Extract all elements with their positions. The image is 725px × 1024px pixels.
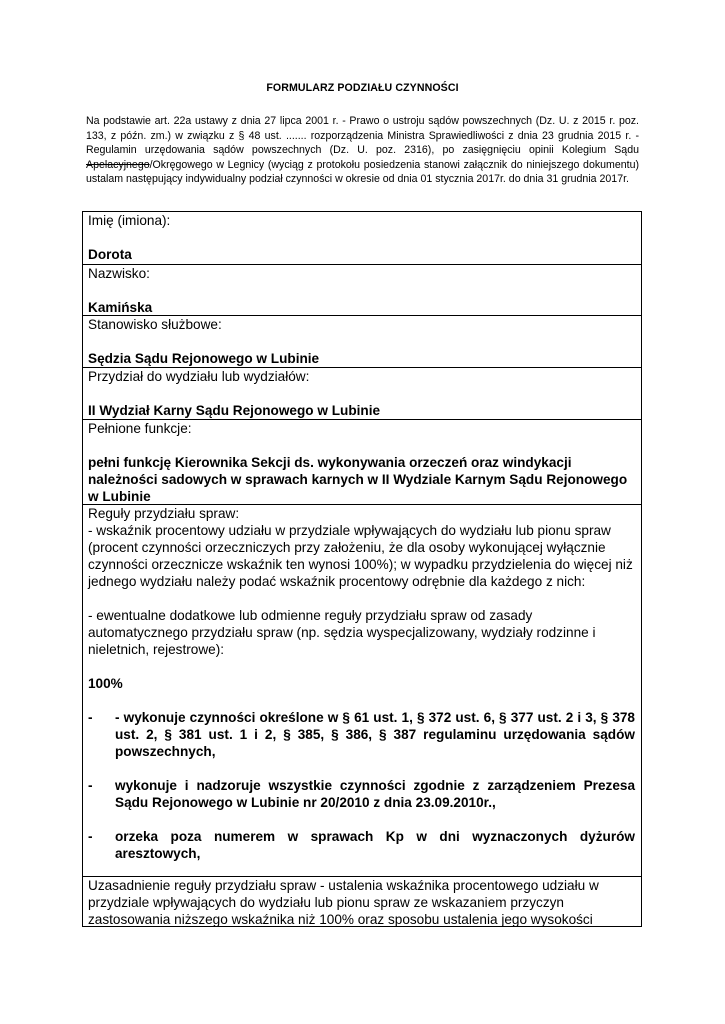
duty-text: - wykonuje czynności określone w § 61 ust. 1, § 372 ust. 6, § 377 ust. 2 i 3, § 378 ust. 2, § 381 ust. 1 i 2, § 385, § 386, § 387 regulaminu urzędowania sądów powszechnych, — [115, 710, 635, 759]
rules-additional-description: - ewentualne dodatkowe lub odmienne reguły przydziału spraw od zasady automatycznego przydziału spraw (np. sędzia wyspecjalizowany, wydziały rodzinne i nieletnich, rejestrowe): — [88, 608, 596, 657]
duty-item — [88, 828, 635, 862]
row-department — [83, 367, 641, 420]
position-value: Sędzia Sądu Rejonowego w Lubinie — [88, 351, 320, 366]
row-first-name — [83, 212, 641, 264]
first-name-value: Dorota — [88, 247, 132, 262]
functions-value: pełni funkcję Kierownika Sekcji ds. wykonywania orzeczeń oraz windykacji należności sadowych w sprawach karnych w II Wydziale Karnym Sądu Rejonowego w Lubinie — [88, 455, 628, 504]
duty-dash: - — [88, 710, 93, 725]
first-name-label: Imię (imiona): — [88, 213, 171, 228]
duty-item — [88, 709, 635, 760]
department-label: Przydział do wydziału lub wydziałów: — [88, 369, 310, 384]
intro-text-part2: /Okręgowego w Legnicy (wyciąg z protokołu posiedzenia stanowi załącznik do niniejszego dokumentu) ustalam następujący indywidualny podział czynności w okresie od dnia 01 stycznia 2017r. do dnia 31 grudnia 2017r. — [86, 158, 639, 186]
intro-strikethrough-text: Apelacyjnego — [86, 158, 150, 171]
row-functions — [83, 419, 641, 505]
functions-label: Pełnione funkcje: — [88, 421, 192, 436]
duty-dash: - — [88, 778, 93, 793]
row-last-name — [83, 264, 641, 316]
duty-item — [88, 777, 635, 811]
document-title: FORMULARZ PODZIAŁU CZYNNOŚCI — [266, 82, 459, 94]
duty-dash: - — [88, 829, 93, 844]
last-name-label: Nazwisko: — [88, 266, 150, 281]
intro-paragraph — [86, 114, 639, 187]
duty-text: wykonuje i nadzoruje wszystkie czynności zgodnie z zarządzeniem Prezesa Sądu Rejonowego w Lubinie nr 20/2010 z dnia 23.09.2010r., — [115, 778, 635, 810]
row-position — [83, 315, 641, 368]
intro-text-part1: Na podstawie art. 22a ustawy z dnia 27 lipca 2001 r. - Prawo o ustroju sądów powszechnych (Dz. U. z 2015 r. poz. 133, z późn. zm.) w związku z § 48 ust. ....... rozporządzenia Ministra Sprawiedliwości z dnia 23 grudnia 2015 r. - Regulamin urzędowania sądów powszechnych (Dz. U. poz. 2316), po zasięgnięciu opinii Kolegium Sądu — [86, 115, 639, 157]
duty-text: orzeka poza numerem w sprawach Kp w dni wyznaczonych dyżurów aresztowych, — [115, 829, 635, 861]
rules-percent-value: 100% — [88, 676, 123, 691]
assignment-form-table — [82, 211, 642, 927]
rules-percentage-description: - wskaźnik procentowy udziału w przydziale wpływających do wydziału lub pionu spraw (procent czynności orzeczniczych przy założeniu, że dla osoby wykonującej wyłącznie czynności orzecznicze wskaźnik ten wynosi 100%); w wypadku przydzielenia do więcej niż jednego wydziału należy podać wskaźnik procentowy odrębnie dla każdego z nich: — [88, 523, 633, 589]
row-justification — [83, 876, 641, 928]
row-allocation-rules — [83, 504, 641, 877]
department-value: II Wydział Karny Sądu Rejonowego w Lubinie — [88, 403, 381, 418]
justification-label: Uzasadnienie reguły przydziału spraw - ustalenia wskaźnika procentowego udziału w przydziale wpływających do wydziału lub pionu spraw ze wskazaniem przyczyn zastosowania niższego wskaźnika niż 100% oraz sposobu ustalenia jego wysokości — [88, 878, 599, 927]
position-label: Stanowisko służbowe: — [88, 317, 222, 332]
rules-label: Reguły przydziału spraw: — [88, 506, 240, 521]
last-name-value: Kamińska — [88, 300, 153, 315]
